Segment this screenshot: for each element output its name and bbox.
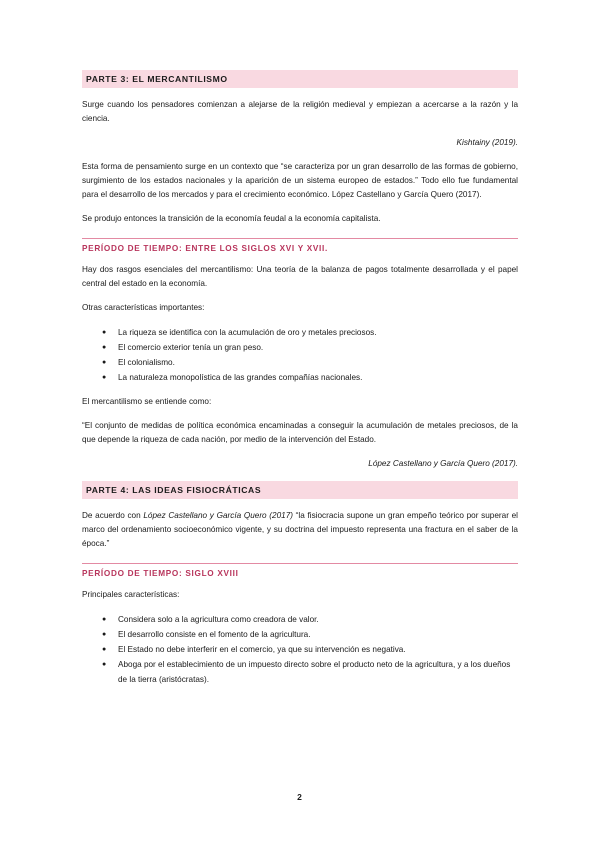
list-item: ● Considera solo a la agricultura como creadora de valor. (118, 612, 518, 627)
list-item: ● Aboga por el establecimiento de un impuesto directo sobre el producto neto de la agricultura, y a los dueños de la tierra (aristócratas). (118, 657, 518, 687)
period-2-list (82, 612, 518, 687)
section-3-paragraph-3: Se produjo entonces la transición de la economía feudal a la economía capitalista. (82, 214, 381, 223)
period-1-paragraph: Hay dos rasgos esenciales del mercantilismo: Una teoría de la balanza de pagos totalmente desarrollada y el papel central del estado en la economía. (82, 265, 518, 288)
list-item: ● La naturaleza monopolística de las grandes compañías nacionales. (118, 370, 518, 385)
citation-kishtainy: Kishtainy (2019). (456, 138, 518, 147)
list-item: ● El Estado no debe interferir en el comercio, ya que su intervención es negativa. (118, 642, 518, 657)
list-item: ● El desarrollo consiste en el fomento de la agricultura. (118, 627, 518, 642)
list-item: ● La riqueza se identifica con la acumulación de oro y metales preciosos. (118, 325, 518, 340)
section-3-heading: PARTE 3: EL MERCANTILISMO (82, 70, 518, 88)
definition-quote: “El conjunto de medidas de política económica encaminadas a conseguir la acumulación de metales preciosos, de la que depende la riqueza de cada nación, por medio de la intervención del Estado. (82, 421, 518, 444)
citation-lopez-garcia: López Castellano y García Quero (2017). (368, 459, 518, 468)
document-page (82, 70, 518, 697)
section-3-intro: Surge cuando los pensadores comienzan a alejarse de la religión medieval y empiezan a acercarse a la razón y la ciencia. (82, 100, 518, 123)
list-item: ● El colonialismo. (118, 355, 518, 370)
period-1-list (82, 325, 518, 385)
page-number: 2 (297, 792, 302, 802)
section-4-lead: De acuerdo con (82, 511, 144, 520)
list-item: ● El comercio exterior tenía un gran peso. (118, 340, 518, 355)
section-4-paragraph (82, 509, 518, 551)
section-4-heading: PARTE 4: LAS IDEAS FISIOCRÁTICAS (82, 481, 518, 499)
section-4-text: “la fisiocracia supone un gran empeño teórico por superar el marco del ordenamiento socioeconómico vigente, y su doctrina del impuesto representa una fractura en el saber de la época.” (82, 511, 518, 548)
definition-intro: El mercantilismo se entiende como: (82, 397, 212, 406)
period-1-list-intro: Otras características importantes: (82, 303, 205, 312)
period-1-heading: PERÍODO DE TIEMPO: ENTRE LOS SIGLOS XVI Y XVII. (82, 238, 518, 254)
section-4-authors: López Castellano y García Quero (2017) (143, 511, 293, 520)
section-3-paragraph-2: Esta forma de pensamiento surge en un contexto que “se caracteriza por un gran desarrollo de las formas de gobierno, surgimiento de los estados nacionales y la aparición de un sistema europeo de estados.” Todo ello fue fundamental para el desarrollo de los mercados y para el crecimiento económico. López Castellano y García Quero (2017). (82, 162, 518, 199)
period-2-heading: PERÍODO DE TIEMPO: SIGLO XVIII (82, 563, 518, 579)
period-2-list-intro: Principales características: (82, 590, 180, 599)
